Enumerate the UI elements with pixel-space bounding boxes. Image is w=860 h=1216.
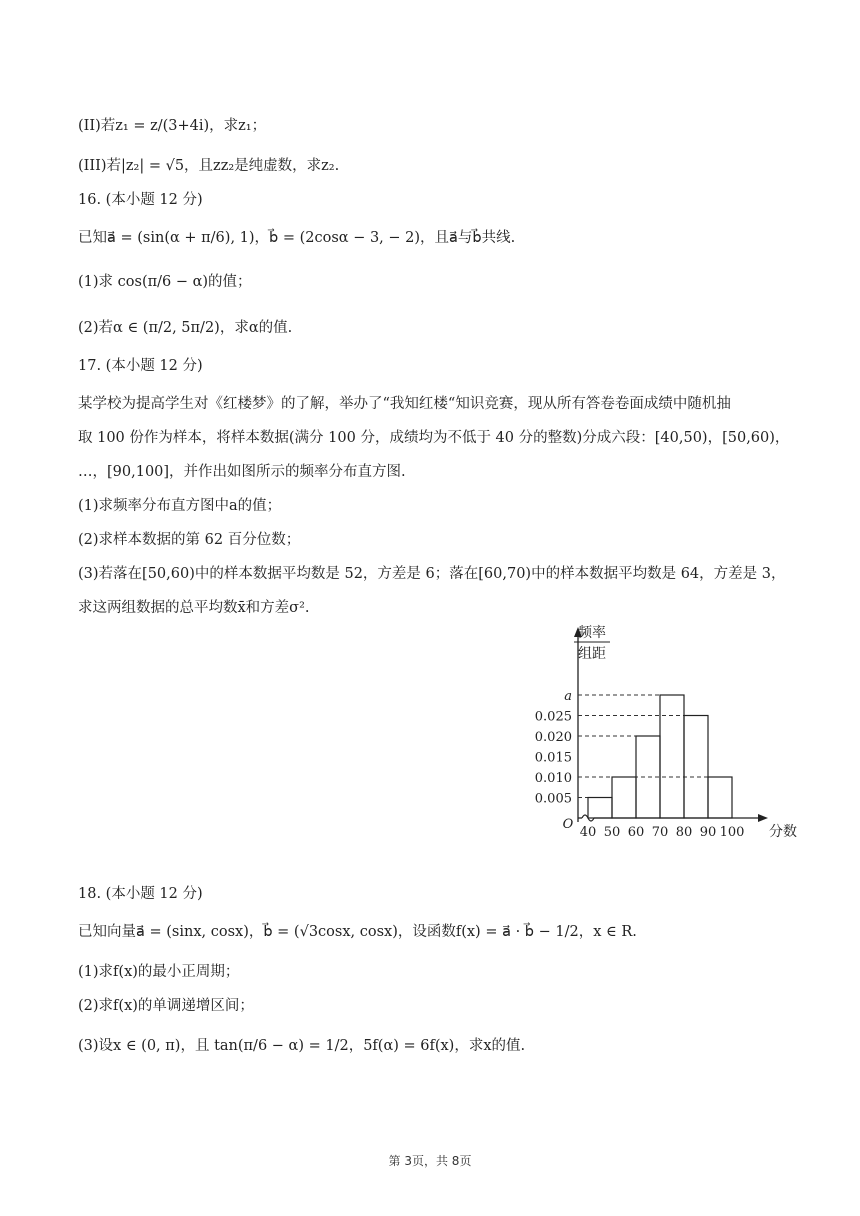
q16-stem: 已知a⃗ = (sin(α + π/6), 1)，b⃗ = (2cosα − 3, − 2)，且a⃗与b⃗共线. <box>78 230 516 246</box>
q17-stem-line-2: 取 100 份作为样本，将样本数据(满分 100 分，成绩均为不低于 40 分的整数)分成六段：[40,50)，[50,60)， <box>78 430 790 446</box>
q15-part-2: (II)若z₁ = z/(3+4i)，求z₁； <box>78 118 267 134</box>
q17-stem-line-3: …，[90,100]，并作出如图所示的频率分布直方图. <box>78 464 406 480</box>
y-label-bottom: 组距 <box>578 646 606 662</box>
x-tick-label: 50 <box>603 825 621 840</box>
histogram-bar <box>612 777 636 818</box>
histogram-bar <box>684 716 708 819</box>
q17-heading: 17. (本小题 12 分) <box>78 358 203 374</box>
q16-part-1: (1)求 cos(π/6 − α)的值； <box>78 274 252 290</box>
x-axis-arrow <box>758 814 768 822</box>
q16-heading: 16. (本小题 12 分) <box>78 192 203 208</box>
x-tick-label: 90 <box>699 825 717 840</box>
x-axis-label: 分数 <box>769 824 797 840</box>
y-tick-label: 0.020 <box>534 730 572 745</box>
x-tick-label: 60 <box>627 825 645 840</box>
q17-part-1: (1)求频率分布直方图中a的值； <box>78 498 282 514</box>
q17-part-3-cont: 求这两组数据的总平均数x̄和方差σ². <box>78 600 310 616</box>
q17-part-2: (2)求样本数据的第 62 百分位数； <box>78 532 301 548</box>
y-tick-label: 0.010 <box>534 771 572 786</box>
x-tick-label: 70 <box>651 825 669 840</box>
q18-part-2: (2)求f(x)的单调递增区间； <box>78 998 254 1014</box>
q16-part-2: (2)若α ∈ (π/2, 5π/2)，求α的值. <box>78 320 293 336</box>
y-tick-label: 0.015 <box>534 750 572 766</box>
histogram-bar <box>588 798 612 819</box>
q15-part-3: (III)若|z₂| = √5，且zz₂是纯虚数，求z₂. <box>78 158 340 174</box>
x-tick-label: 40 <box>579 825 597 840</box>
histogram-bar <box>708 777 732 818</box>
x-tick-label: 80 <box>675 825 693 840</box>
q18-stem: 已知向量a⃗ = (sinx, cosx)，b⃗ = (√3cosx, cosx)，设函数f(x) = a⃗ · b⃗ − 1/2，x ∈ R. <box>78 924 637 940</box>
y-label-top: 频率 <box>578 625 606 641</box>
frequency-histogram <box>500 615 800 850</box>
y-tick-label: 0.005 <box>534 791 572 807</box>
q17-part-3: (3)若落在[50,60)中的样本数据平均数是 52，方差是 6；落在[60,70)中的样本数据平均数是 64，方差是 3， <box>78 566 786 582</box>
x-tick-label: 100 <box>719 825 745 840</box>
y-tick-label: a <box>564 689 572 704</box>
y-tick-label: 0.025 <box>534 709 572 725</box>
histogram-bar <box>660 695 684 818</box>
q18-part-3: (3)设x ∈ (0, π)，且 tan(π/6 − α) = 1/2，5f(α) = 6f(x)，求x的值. <box>78 1038 526 1054</box>
q18-part-1: (1)求f(x)的最小正周期； <box>78 964 240 980</box>
origin-label: O <box>562 817 574 832</box>
page-footer: 第 3页，共 8页 <box>388 1154 472 1168</box>
q17-stem-line-1: 某学校为提高学生对《红楼梦》的了解，举办了“我知红楼“知识竞赛，现从所有答卷卷面成绩中随机抽 <box>78 396 731 412</box>
q18-heading: 18. (本小题 12 分) <box>78 886 203 902</box>
